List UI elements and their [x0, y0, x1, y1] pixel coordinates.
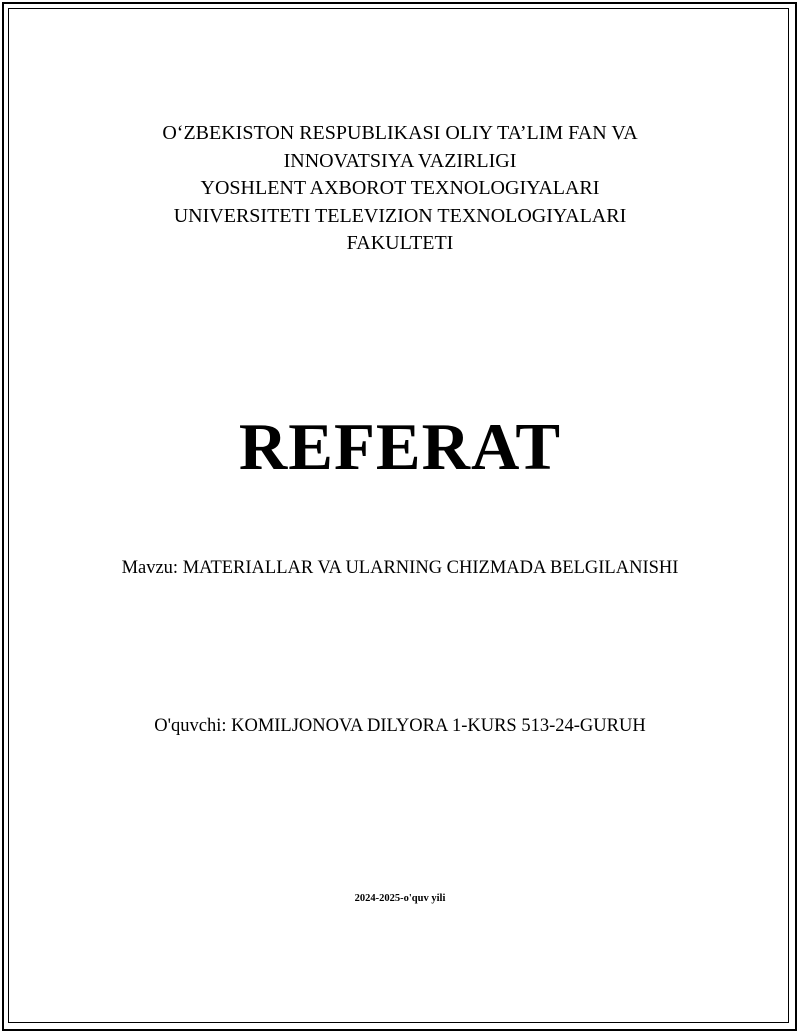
header-line-ministry-1: O‘ZBEKISTON RESPUBLIKASI OLIY TA’LIM FAN VA	[162, 122, 638, 144]
header-line-ministry-2: INNOVATSIYA VAZIRLIGI	[283, 149, 517, 172]
header-line-university-1: YOSHLENT AXBOROT TEXNOLOGIYALARI	[200, 177, 600, 199]
academic-year: 2024-2025-o'quv yili	[354, 893, 446, 904]
header-line-faculty: FAKULTETI	[346, 232, 454, 254]
institution-header	[0, 120, 800, 258]
topic-line: Mavzu: MATERIALLAR VA ULARNING CHIZMADA BELGILANISHI	[121, 558, 679, 578]
header-line-university-2: UNIVERSITETI TELEVIZION TEXNOLOGIYALARI	[173, 204, 627, 227]
document-title: REFERAT	[238, 410, 562, 484]
student-line: O'quvchi: KOMILJONOVA DILYORA 1-KURS 513-24-GURUH	[154, 716, 646, 736]
